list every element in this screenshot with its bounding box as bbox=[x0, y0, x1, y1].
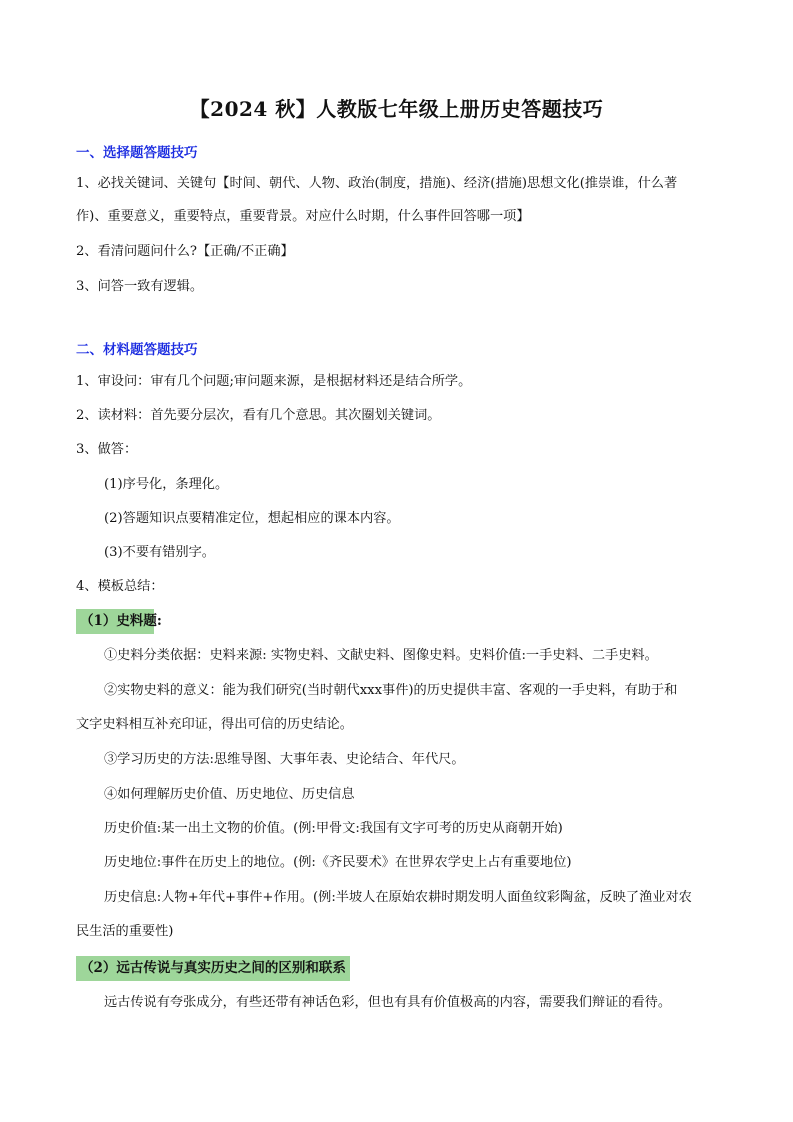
paragraph-line: 1、审设问：审有几个问题;审问题来源，是根据材料还是结合所学。 bbox=[76, 374, 472, 389]
paragraph-line: 2、读材料：首先要分层次，看有几个意思。其次圈划关键词。 bbox=[76, 408, 441, 423]
paragraph-line: (3)不要有错别字。 bbox=[104, 545, 215, 560]
paragraph-line: 1、必找关键词、关键句【时间、朝代、人物、政治(制度，措施)、经济(措施)思想文化(推崇谁，什么著 bbox=[76, 176, 678, 191]
paragraph-line: 2、看清问题问什么?【正确/不正确】 bbox=[76, 244, 294, 259]
paragraph-line: 远古传说有夸张成分，有些还带有神话色彩，但也有具有价值极高的内容，需要我们辩证的看待。 bbox=[104, 995, 672, 1010]
paragraph-line: ③学习历史的方法:思维导图、大事年表、史论结合、年代尺。 bbox=[104, 752, 465, 767]
paragraph-line: 3、做答： bbox=[76, 442, 138, 457]
page-title: 【2024 秋】人教版七年级上册历史答题技巧 bbox=[189, 97, 604, 121]
paragraph-line: (2)答题知识点要精准定位，想起相应的课本内容。 bbox=[104, 511, 400, 526]
highlighted-subheading: （1）史料题: bbox=[76, 609, 154, 634]
paragraph-line: 文字史料相互补充印证，得出可信的历史结论。 bbox=[76, 717, 353, 732]
section-heading-choice: 一、选择题答题技巧 bbox=[76, 145, 198, 161]
paragraph-line: (1)序号化，条理化。 bbox=[104, 477, 229, 492]
paragraph-line: 民生活的重要性) bbox=[76, 924, 174, 939]
paragraph-line: ①史料分类依据：史料来源: 实物史料、文献史料、图像史料。史料价值:一手史料、二手史料。 bbox=[104, 648, 658, 663]
paragraph-line: 3、问答一致有逻辑。 bbox=[76, 279, 204, 294]
paragraph-line: 历史地位:事件在历史上的地位。(例:《齐民要术》在世界农学史上占有重要地位) bbox=[104, 855, 572, 870]
paragraph-line: ②实物史料的意义：能为我们研究(当时朝代xxx事件)的历史提供丰富、客观的一手史料，有助于和 bbox=[104, 683, 678, 698]
paragraph-line: 作)、重要意义，重要特点，重要背景。对应什么时期，什么事件回答哪一项】 bbox=[76, 209, 530, 224]
highlighted-subheading: （2）远古传说与真实历史之间的区别和联系 bbox=[76, 956, 350, 981]
section-heading-material: 二、材料题答题技巧 bbox=[76, 342, 198, 358]
paragraph-line: 历史信息:人物+年代+事件+作用。(例:半坡人在原始农耕时期发明人面鱼纹彩陶盆，反映了渔业对农 bbox=[104, 890, 692, 905]
paragraph-line: 4、模板总结： bbox=[76, 579, 164, 594]
paragraph-line: ④如何理解历史价值、历史地位、历史信息 bbox=[104, 787, 355, 802]
paragraph-line: 历史价值:某一出土文物的价值。(例:甲骨文:我国有文字可考的历史从商朝开始) bbox=[104, 821, 563, 836]
